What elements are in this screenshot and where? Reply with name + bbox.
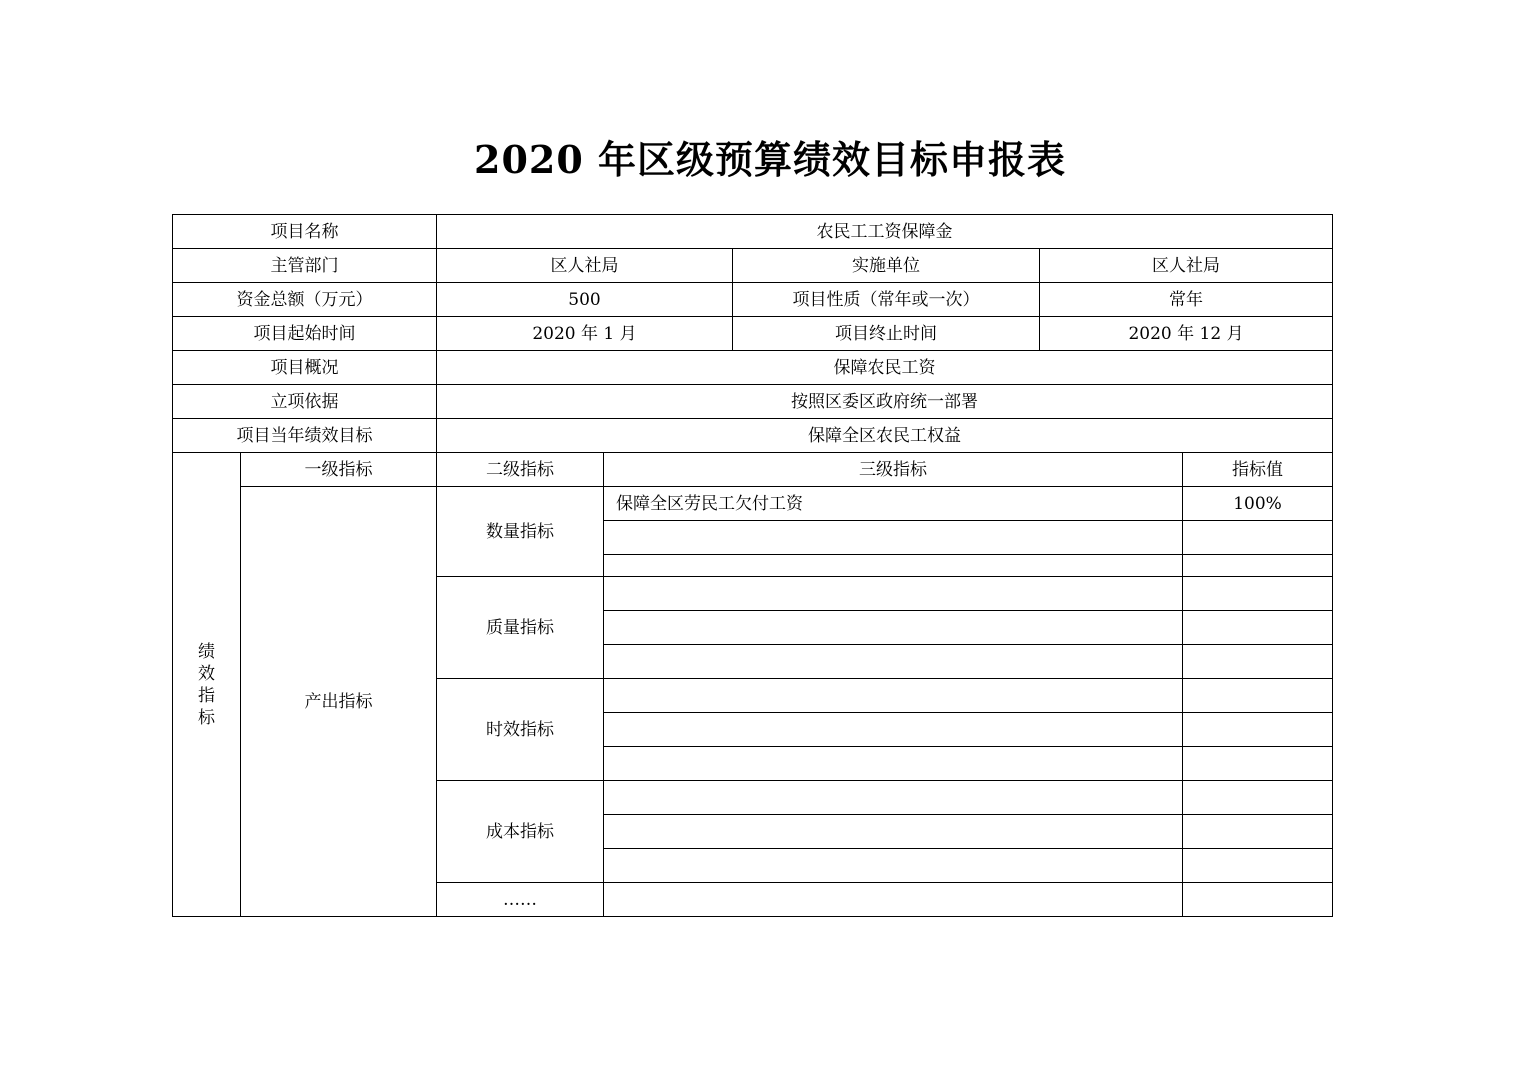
level3-cell (604, 679, 1183, 713)
level3-cell (604, 521, 1183, 555)
value-cell (1183, 747, 1333, 781)
group-quantity: 数量指标 (437, 487, 604, 577)
value-cell (1183, 883, 1333, 917)
end-value: 2020 年 12 月 (1040, 317, 1333, 351)
impl-label: 实施单位 (733, 249, 1040, 283)
nature-label: 项目性质（常年或一次） (733, 283, 1040, 317)
dept-value: 区人社局 (437, 249, 733, 283)
level3-cell: 保障全区劳民工欠付工资 (604, 487, 1183, 521)
value-cell (1183, 645, 1333, 679)
budget-form-table (172, 214, 1333, 917)
value-cell (1183, 555, 1333, 577)
level3-cell (604, 883, 1183, 917)
group-more: …… (437, 883, 604, 917)
value-cell (1183, 577, 1333, 611)
group-quality: 质量指标 (437, 577, 604, 679)
project-name-label: 项目名称 (173, 215, 437, 249)
overview-label: 项目概况 (173, 351, 437, 385)
level3-cell (604, 815, 1183, 849)
basis-value: 按照区委区政府统一部署 (437, 385, 1333, 419)
row-goal (173, 419, 1333, 453)
indicator-section-text: 绩效指标 (198, 641, 215, 728)
indicator-section-label (173, 453, 241, 917)
group-cost: 成本指标 (437, 781, 604, 883)
indicator-header-row (173, 453, 1333, 487)
fund-label: 资金总额（万元） (173, 283, 437, 317)
goal-label: 项目当年绩效目标 (173, 419, 437, 453)
basis-label: 立项依据 (173, 385, 437, 419)
table-row (173, 487, 1333, 521)
row-basis (173, 385, 1333, 419)
group-timeliness: 时效指标 (437, 679, 604, 781)
value-cell (1183, 611, 1333, 645)
project-name-value: 农民工工资保障金 (437, 215, 1333, 249)
nature-value: 常年 (1040, 283, 1333, 317)
end-label: 项目终止时间 (733, 317, 1040, 351)
value-cell (1183, 521, 1333, 555)
row-overview (173, 351, 1333, 385)
level3-cell (604, 611, 1183, 645)
level3-cell (604, 577, 1183, 611)
dept-label: 主管部门 (173, 249, 437, 283)
level3-cell (604, 555, 1183, 577)
level3-cell (604, 849, 1183, 883)
header-level3: 三级指标 (604, 453, 1183, 487)
overview-value: 保障农民工资 (437, 351, 1333, 385)
impl-value: 区人社局 (1040, 249, 1333, 283)
goal-value: 保障全区农民工权益 (437, 419, 1333, 453)
header-level1: 一级指标 (241, 453, 437, 487)
page-title: 2020 年区级预算绩效目标申报表 (474, 137, 1066, 182)
row-department (173, 249, 1333, 283)
header-level2: 二级指标 (437, 453, 604, 487)
level3-cell (604, 747, 1183, 781)
value-cell: 100% (1183, 487, 1333, 521)
row-period (173, 317, 1333, 351)
level3-cell (604, 713, 1183, 747)
value-cell (1183, 781, 1333, 815)
value-cell (1183, 679, 1333, 713)
value-cell (1183, 815, 1333, 849)
fund-value: 500 (437, 283, 733, 317)
header-value: 指标值 (1183, 453, 1333, 487)
value-cell (1183, 713, 1333, 747)
level3-cell (604, 781, 1183, 815)
start-label: 项目起始时间 (173, 317, 437, 351)
row-fund (173, 283, 1333, 317)
start-value: 2020 年 1 月 (437, 317, 733, 351)
value-cell (1183, 849, 1333, 883)
level3-cell (604, 645, 1183, 679)
level1-output-indicator: 产出指标 (241, 487, 437, 917)
row-project-name (173, 215, 1333, 249)
